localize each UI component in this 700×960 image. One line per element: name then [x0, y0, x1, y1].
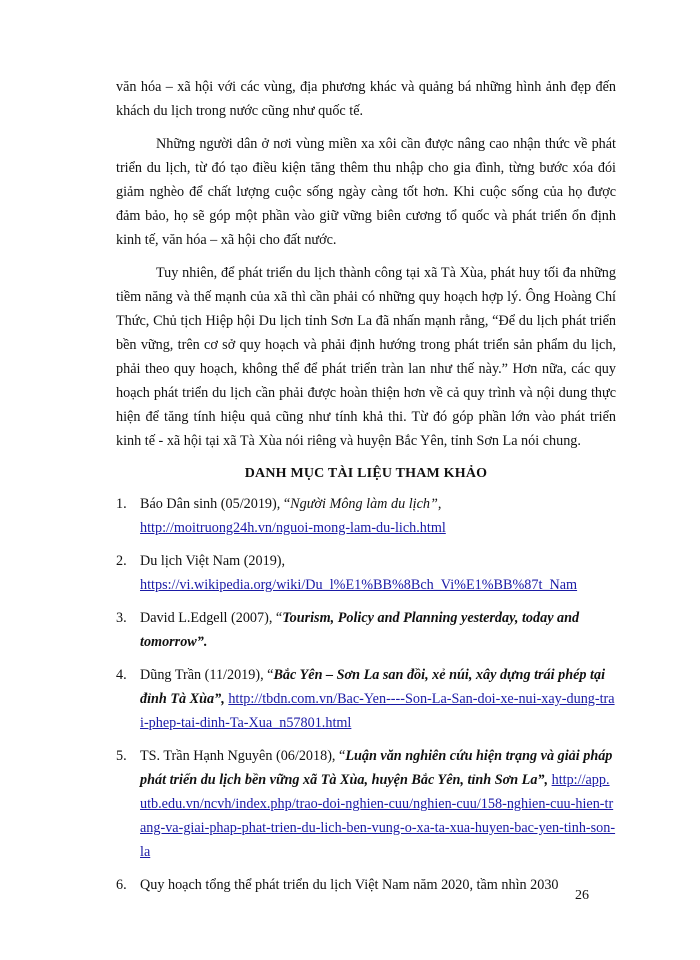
reference-punct: , [437, 496, 442, 512]
reference-source: TS. Trần Hạnh Nguyên (06/2018), “ [140, 748, 346, 764]
paragraph-3: Tuy nhiên, để phát triển du lịch thành công tại xã Tà Xùa, phát huy tối đa những tiềm năng và thế mạnh của xã thì cần phải có những quy hoạch hợp lý. Ông Hoàng Chí Thức, Chủ tịch Hiệp hội Du lịch tỉnh Sơn La đã nhấn mạnh rằng, “Để du lịch phát triển bền vững, trên cơ sở quy hoạch và phải định hướng trong phát triển sản phẩm du lịch, phải theo quy hoạch, không thể để phát triển tràn lan như thế này.” Hơn nữa, các quy hoạch phát triển du lịch cần phải được hoàn thiện hơn về cả quy trình và nội dung thực hiện để tăng tính hiệu quả cũng như tính khả thi. Từ đó góp phần lớn vào phát triển kinh tế - xã hội tại xã Tà Xùa nói riêng và huyện Bắc Yên, tỉnh Sơn La nói chung. [116, 265, 616, 449]
reference-number: 6. [116, 877, 127, 893]
reference-source: David L.Edgell (2007), “ [140, 610, 283, 626]
reference-title: Bắc Yên – Sơn La san đồi, xẻ núi, xây dựng trái phép tại đỉnh Tà Xùa”, [140, 667, 606, 707]
paragraph-2: Những người dân ở nơi vùng miền xa xôi cần được nâng cao nhận thức về phát triển du lịch, từ đó tạo điều kiện tăng thêm thu nhập cho gia đình, từng bước xóa đói giảm nghèo để chất lượng cuộc sống ngày càng tốt hơn. Khi cuộc sống của họ được đảm bảo, họ sẽ góp một phần vào giữ vững biên cương tổ quốc và phát triển ổn định kinh tế, văn hóa – xã hội cho đất nước. [116, 136, 616, 248]
reference-number: 3. [116, 610, 127, 626]
reference-title: Người Mông làm du lịch” [290, 496, 438, 512]
reference-number: 1. [116, 496, 127, 512]
reference-source: Báo Dân sinh (05/2019), “ [140, 496, 291, 512]
reference-item-5 [116, 744, 616, 864]
paragraph-1: văn hóa – xã hội với các vùng, địa phương khác và quảng bá những hình ảnh đẹp đến khách du lịch trong nước cũng như quốc tế. [116, 79, 616, 119]
reference-link[interactable]: https://vi.wikipedia.org/wiki/Du_l%E1%BB%8Bch_Vi%E1%BB%87t_Nam [140, 577, 578, 593]
reference-number: 5. [116, 748, 127, 764]
reference-title: Tourism, Policy and Planning yesterday, today and tomorrow”. [140, 610, 580, 650]
reference-item-2 [116, 549, 616, 597]
reference-item-6 [116, 873, 616, 897]
reference-number: 4. [116, 667, 127, 683]
reference-title: Luận văn nghiên cứu hiện trạng và giải pháp phát triển du lịch bền vững xã Tà Xùa, huyện Bắc Yên, tỉnh Sơn La”, [140, 748, 613, 788]
reference-item-1 [116, 492, 616, 540]
reference-source: Dũng Trần (11/2019), “ [140, 667, 274, 683]
reference-number: 2. [116, 553, 127, 569]
reference-list [116, 492, 616, 897]
page-number: 26 [575, 888, 589, 903]
reference-item-4 [116, 663, 616, 735]
reference-source: Quy hoạch tổng thể phát triển du lịch Việt Nam năm 2020, tầm nhìn 2030 [140, 877, 559, 893]
references-heading: DANH MỤC TÀI LIỆU THAM KHẢO [244, 466, 488, 481]
reference-source: Du lịch Việt Nam (2019), [140, 553, 286, 569]
reference-link[interactable]: http://tbdn.com.vn/Bac-Yen----Son-La-San-doi-xe-nui-xay-dung-trai-phep-tai-dinh-Ta-Xua_n57801.html [140, 691, 615, 731]
reference-link[interactable]: http://app.utb.edu.vn/ncvh/index.php/trao-doi-nghien-cuu/nghien-cuu/158-nghien-cuu-hien-trang-va-giai-phap-phat-trien-du-lich-ben-vung-o-xa-ta-xua-huyen-bac-yen-tinh-son-la [140, 772, 616, 860]
reference-item-3 [116, 606, 616, 654]
reference-link[interactable]: http://moitruong24h.vn/nguoi-mong-lam-du-lich.html [140, 520, 446, 536]
